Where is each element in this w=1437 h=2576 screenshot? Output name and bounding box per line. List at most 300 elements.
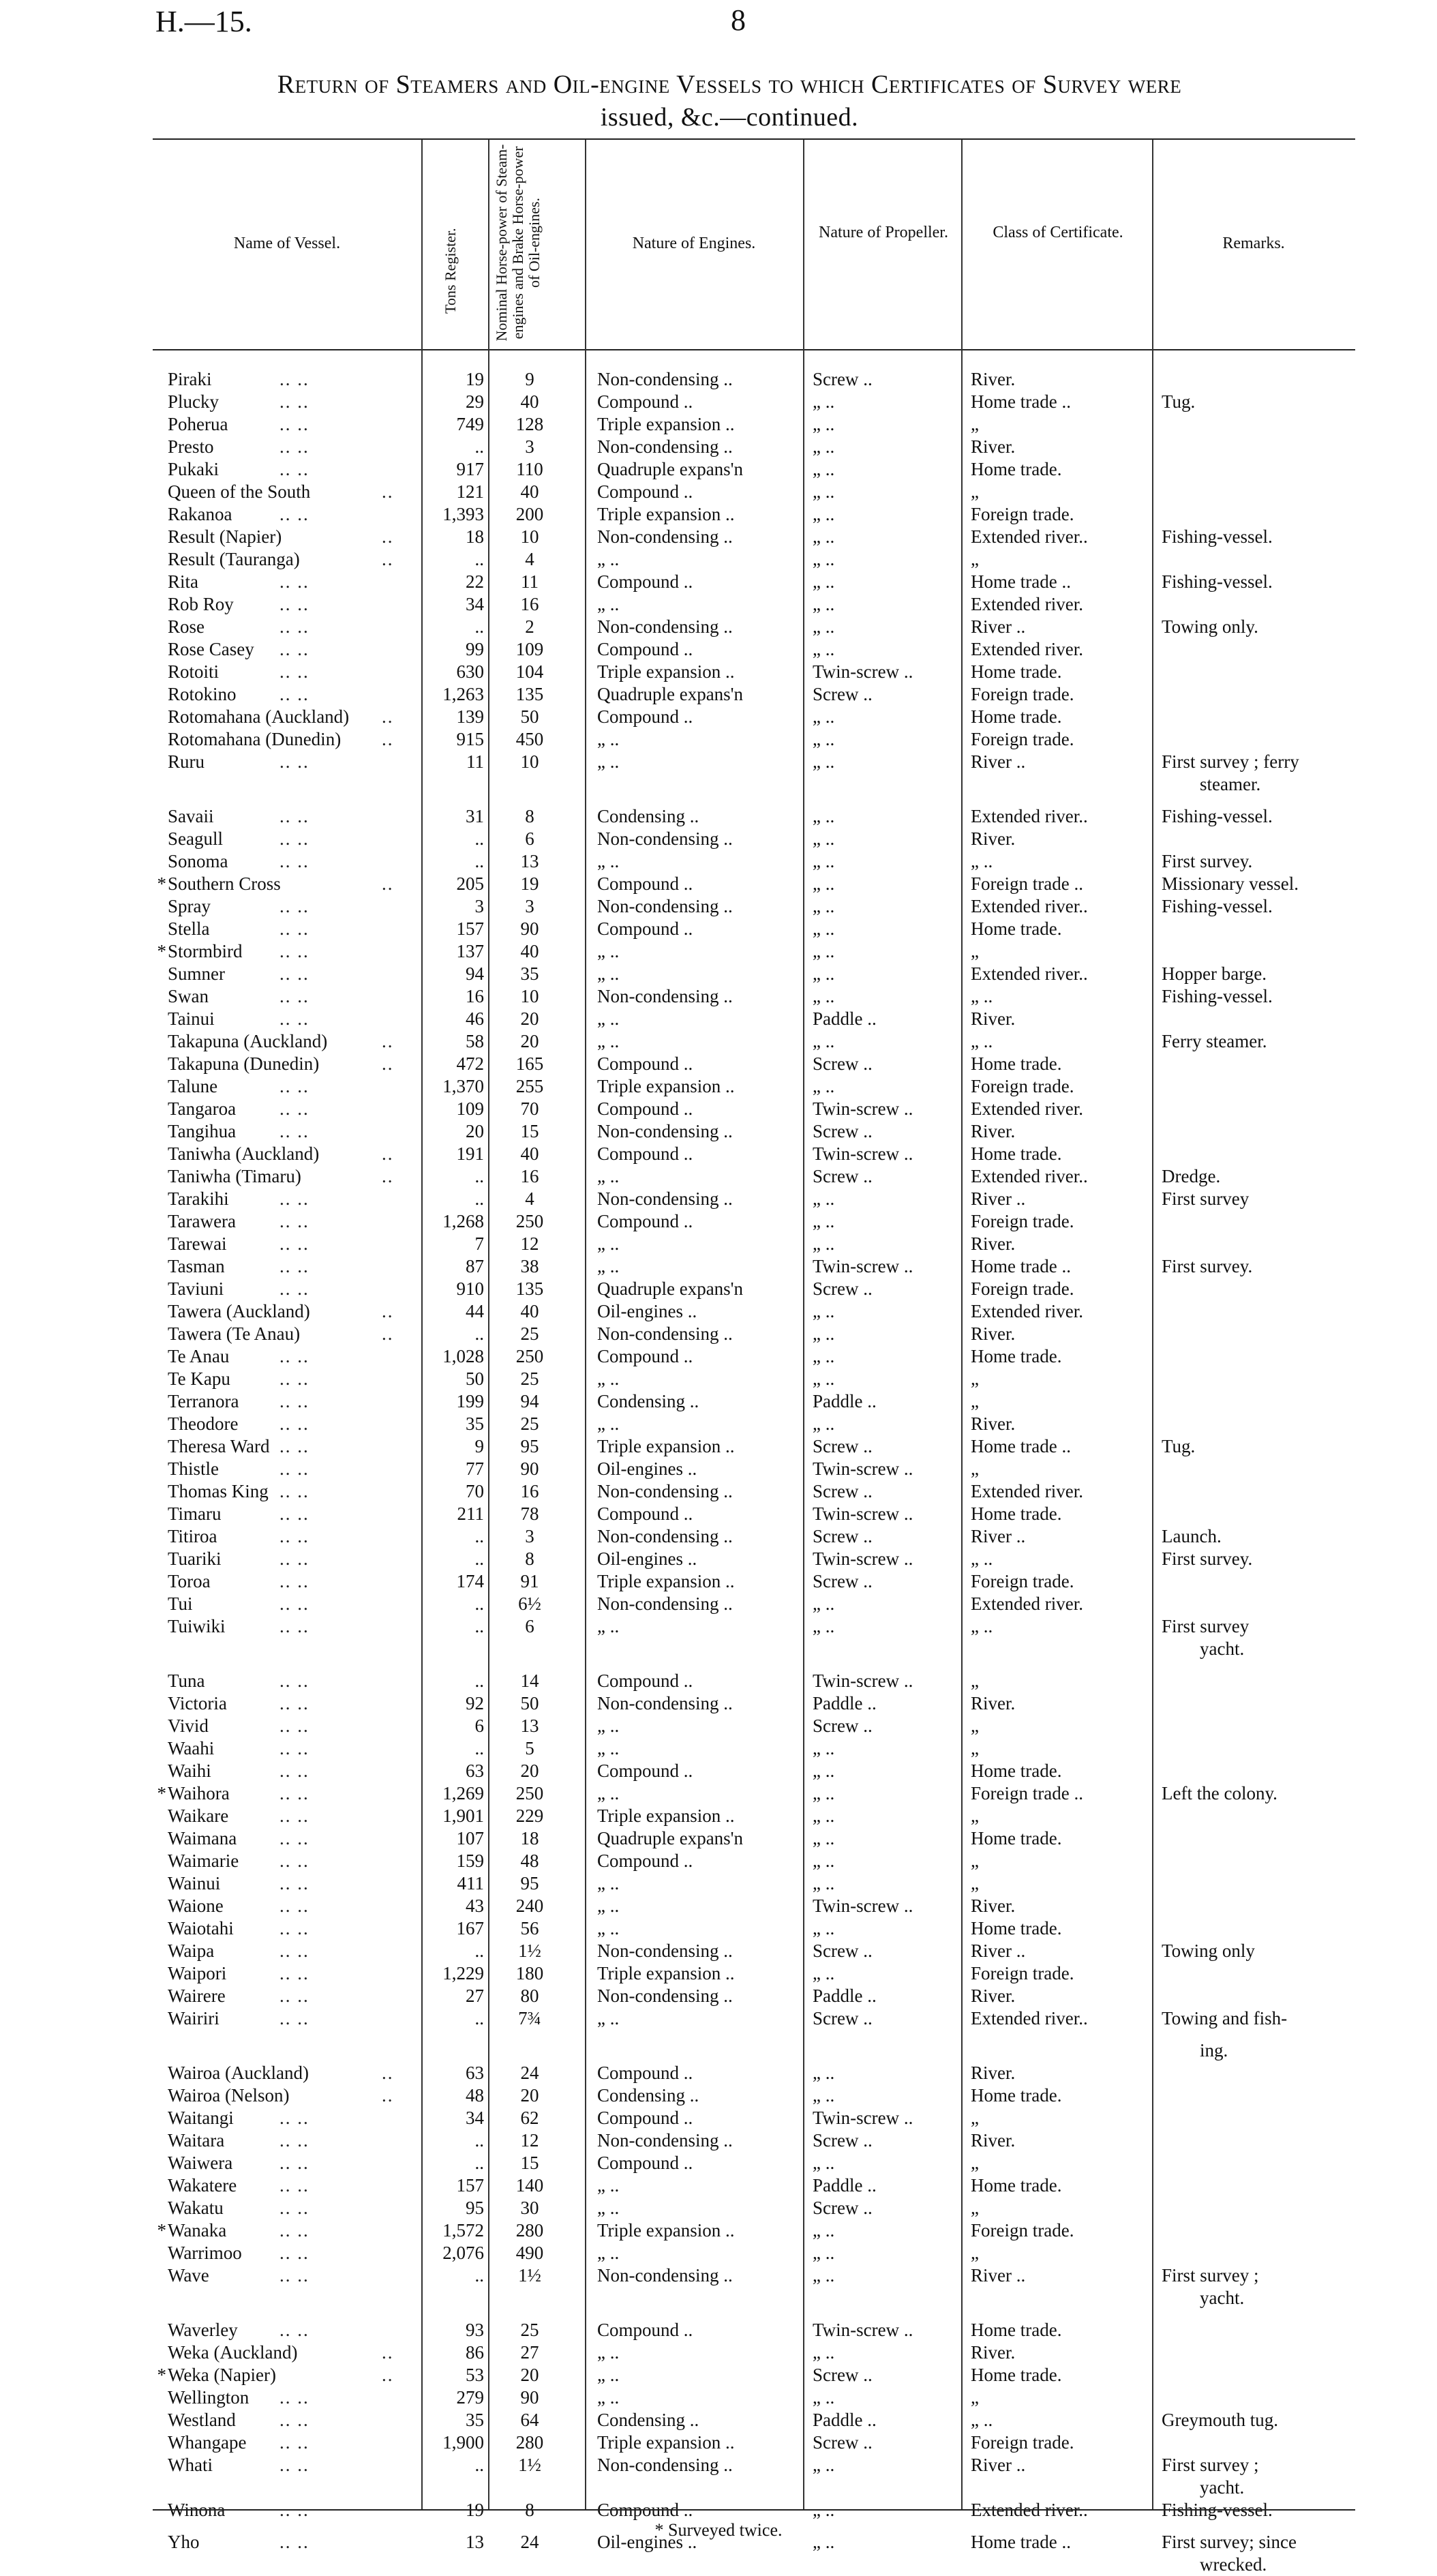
table-row — [0, 1075, 1437, 1098]
nature-of-propeller: „ .. — [813, 504, 835, 524]
vessel-name: Yho — [168, 2532, 200, 2552]
table-row — [0, 368, 1437, 391]
horse-power: 90 — [520, 918, 539, 939]
horse-power: 12 — [520, 1233, 539, 1254]
remarks: Hopper barge. — [1162, 963, 1267, 984]
tons-register: 191 — [456, 1143, 484, 1164]
table-row — [0, 2409, 1437, 2431]
table-row — [0, 1548, 1437, 1570]
nature-of-propeller: Screw .. — [813, 2365, 873, 2385]
header-rule — [153, 349, 1355, 350]
vessel-name: Wakatere — [168, 2175, 237, 2196]
tons-register: 205 — [456, 873, 484, 894]
horse-power: 40 — [520, 1301, 539, 1321]
horse-power: 3 — [525, 436, 534, 457]
nature-of-engines: Non-condensing .. — [597, 1986, 733, 2006]
table-row — [0, 1278, 1437, 1300]
class-of-certificate: Extended river. — [971, 1301, 1083, 1321]
leader-dots: .. .. — [279, 1941, 309, 1961]
nature-of-propeller: „ .. — [813, 1783, 835, 1803]
nature-of-propeller: Twin-screw .. — [813, 1256, 913, 1276]
nature-of-propeller: „ .. — [813, 459, 835, 479]
nature-of-engines: „ .. — [597, 1873, 620, 1893]
table-row — [0, 1917, 1437, 1940]
table-row — [0, 1345, 1437, 1368]
nature-of-propeller: Screw .. — [813, 2432, 873, 2453]
horse-power: 13 — [520, 851, 539, 871]
nature-of-engines: Quadruple expans'n — [597, 1278, 744, 1299]
horse-power: 8 — [525, 806, 534, 826]
class-of-certificate: Foreign trade. — [971, 1211, 1074, 1231]
col-header-remarks: Remarks. — [1222, 235, 1285, 252]
nature-of-propeller: Twin-screw .. — [813, 1671, 913, 1691]
nature-of-propeller: „ .. — [813, 1346, 835, 1366]
top-rule — [153, 138, 1355, 140]
leader-dots: .. .. — [279, 1918, 309, 1938]
nature-of-engines: Oil-engines .. — [597, 1548, 697, 1569]
leader-dots: .. .. — [279, 1548, 309, 1569]
tons-register: 43 — [466, 1896, 484, 1916]
vessel-name: Waitara — [168, 2130, 225, 2151]
class-of-certificate: River .. — [971, 1188, 1026, 1209]
class-of-certificate: Foreign trade. — [971, 684, 1074, 704]
nature-of-engines: Non-condensing .. — [597, 1121, 733, 1141]
class-of-certificate: Home trade. — [971, 1918, 1062, 1938]
class-of-certificate: „ — [971, 2108, 979, 2128]
tons-register: 86 — [466, 2342, 484, 2363]
leader-dots: .. .. — [279, 1783, 309, 1803]
nature-of-engines: Compound .. — [597, 918, 693, 939]
tons-register: 411 — [457, 1873, 484, 1893]
vessel-name: Poherua — [168, 414, 228, 434]
tons-register: 34 — [466, 2108, 484, 2128]
horse-power: 10 — [520, 751, 539, 772]
table-row — [0, 638, 1437, 661]
horse-power: 109 — [515, 639, 544, 659]
table-row — [0, 2364, 1437, 2386]
tons-register: .. — [474, 2130, 484, 2151]
nature-of-engines: Compound .. — [597, 706, 693, 727]
table-row — [0, 2264, 1437, 2287]
class-of-certificate: „ — [971, 1391, 979, 1411]
nature-of-propeller: Twin-screw .. — [813, 1098, 913, 1119]
tons-register: 92 — [466, 1693, 484, 1713]
nature-of-propeller: Screw .. — [813, 1941, 873, 1961]
table-row — [0, 2319, 1437, 2341]
horse-power: 13 — [520, 1716, 539, 1736]
class-of-certificate: Home trade. — [971, 1761, 1062, 1781]
tons-register: 121 — [456, 481, 484, 502]
horse-power: 450 — [515, 729, 544, 749]
leader-dots: .. .. — [279, 851, 309, 871]
remarks: ing. — [1200, 2040, 1228, 2061]
vessel-name: Tarakihi — [168, 1188, 229, 1209]
nature-of-propeller: „ .. — [813, 2532, 835, 2552]
class-of-certificate: Home trade .. — [971, 571, 1071, 592]
horse-power: 250 — [515, 1783, 544, 1803]
vessel-surveyed-twice-mark: * — [157, 873, 166, 894]
nature-of-propeller: „ .. — [813, 526, 835, 547]
vessel-name: Wairoa (Auckland) — [168, 2063, 309, 2083]
vessel-name: Te Kapu — [168, 1368, 230, 1389]
class-of-certificate: River. — [971, 1986, 1016, 2006]
tons-register: 19 — [466, 2500, 484, 2520]
nature-of-propeller: Paddle .. — [813, 2175, 877, 2196]
leader-dots: .. .. — [279, 2320, 309, 2340]
table-row — [0, 1962, 1437, 1985]
leader-dots: .. .. — [279, 1481, 309, 1501]
nature-of-propeller: Paddle .. — [813, 1391, 877, 1411]
tons-register: 910 — [456, 1278, 484, 1299]
class-of-certificate: Extended river.. — [971, 963, 1088, 984]
tons-register: .. — [474, 1671, 484, 1691]
class-of-certificate: Home trade. — [971, 1503, 1062, 1524]
vessel-surveyed-twice-mark: * — [157, 2365, 166, 2385]
vessel-name: Tawera (Auckland) — [168, 1301, 310, 1321]
vessel-name: Talune — [168, 1076, 218, 1096]
class-of-certificate: Home trade. — [971, 1053, 1062, 1074]
vessel-name: Whangape — [168, 2432, 247, 2453]
vessel-name: Wakatu — [168, 2198, 224, 2218]
horse-power: 280 — [515, 2432, 544, 2453]
leader-dots: .. .. — [279, 504, 309, 524]
horse-power: 24 — [520, 2063, 539, 2083]
nature-of-propeller: Twin-screw .. — [813, 1458, 913, 1479]
table-row — [0, 1120, 1437, 1143]
nature-of-engines: „ .. — [597, 1233, 620, 1254]
vessel-name: Plucky — [168, 391, 220, 412]
leader-dots: .. — [382, 2342, 394, 2363]
table-row — [0, 1782, 1437, 1805]
table-row — [0, 1670, 1437, 1692]
table-row — [0, 940, 1437, 963]
vessel-name: Waione — [168, 1896, 224, 1916]
remarks: Launch. — [1162, 1526, 1222, 1546]
nature-of-propeller: „ .. — [813, 729, 835, 749]
vessel-name: Sonoma — [168, 851, 228, 871]
nature-of-engines: „ .. — [597, 751, 620, 772]
leader-dots: .. .. — [279, 918, 309, 939]
tons-register: .. — [474, 2455, 484, 2475]
nature-of-propeller: Twin-screw .. — [813, 1896, 913, 1916]
tons-register: 46 — [466, 1008, 484, 1029]
leader-dots: .. — [382, 1143, 394, 1164]
nature-of-propeller: „ .. — [813, 414, 835, 434]
table-row — [0, 413, 1437, 436]
nature-of-propeller: Screw .. — [813, 369, 873, 389]
class-of-certificate: River. — [971, 369, 1016, 389]
tons-register: 109 — [456, 1098, 484, 1119]
leader-dots: .. .. — [279, 2175, 309, 2196]
tons-register: 18 — [466, 526, 484, 547]
nature-of-engines: Compound .. — [597, 2108, 693, 2128]
class-of-certificate: Home trade .. — [971, 2532, 1071, 2552]
leader-dots: .. .. — [279, 1121, 309, 1141]
table-row — [0, 2107, 1437, 2129]
horse-power: 94 — [520, 1391, 539, 1411]
nature-of-engines: „ .. — [597, 851, 620, 871]
nature-of-engines: „ .. — [597, 729, 620, 749]
vessel-name: Waipa — [168, 1941, 215, 1961]
tons-register: 1,229 — [442, 1963, 484, 1983]
vessel-name: Savaii — [168, 806, 214, 826]
class-of-certificate: Extended river. — [971, 1098, 1083, 1119]
class-of-certificate: Home trade .. — [971, 1256, 1071, 1276]
nature-of-propeller: „ .. — [813, 1188, 835, 1209]
table-row — [0, 1098, 1437, 1120]
remarks: Fishing-vessel. — [1162, 526, 1273, 547]
leader-dots: .. .. — [279, 1278, 309, 1299]
table-row — [0, 548, 1437, 571]
nature-of-engines: Compound .. — [597, 639, 693, 659]
nature-of-engines: „ .. — [597, 1783, 620, 1803]
tons-register: 915 — [456, 729, 484, 749]
tons-register: 107 — [456, 1828, 484, 1848]
nature-of-propeller: „ .. — [813, 436, 835, 457]
horse-power: 9 — [525, 369, 534, 389]
tons-register: 99 — [466, 639, 484, 659]
nature-of-engines: Non-condensing .. — [597, 2265, 733, 2286]
tons-register: 29 — [466, 391, 484, 412]
vessel-name: Spray — [168, 896, 211, 916]
class-of-certificate: „ — [971, 2387, 979, 2408]
vessel-name: Result (Napier) — [168, 526, 282, 547]
nature-of-engines: Oil-engines .. — [597, 1301, 697, 1321]
tons-register: 1,900 — [442, 2432, 484, 2453]
nature-of-engines: „ .. — [597, 963, 620, 984]
nature-of-propeller: Screw .. — [813, 1526, 873, 1546]
vessel-name: Waikare — [168, 1806, 229, 1826]
leader-dots: .. .. — [279, 639, 309, 659]
nature-of-propeller: „ .. — [813, 2085, 835, 2106]
class-of-certificate: „ — [971, 1873, 979, 1893]
nature-of-propeller: „ .. — [813, 896, 835, 916]
leader-dots: .. — [382, 1323, 394, 1344]
vessel-name: Wave — [168, 2265, 209, 2286]
class-of-certificate: Extended river.. — [971, 1166, 1088, 1186]
nature-of-propeller: Paddle .. — [813, 2410, 877, 2430]
nature-of-propeller: „ .. — [813, 481, 835, 502]
table-row — [0, 1413, 1437, 1435]
vessel-name: Result (Tauranga) — [168, 549, 300, 569]
table-row — [0, 1188, 1437, 1210]
class-of-certificate: „ — [971, 1671, 979, 1691]
tons-register: 1,901 — [442, 1806, 484, 1826]
nature-of-propeller: „ .. — [813, 1031, 835, 1051]
nature-of-propeller: „ .. — [813, 873, 835, 894]
vessel-name: Stormbird — [168, 941, 243, 961]
class-of-certificate: „ .. — [971, 1031, 993, 1051]
tons-register: 7 — [474, 1233, 484, 1254]
table-row — [0, 458, 1437, 481]
nature-of-propeller: Twin-screw .. — [813, 2320, 913, 2340]
leader-dots: .. .. — [279, 2243, 309, 2263]
nature-of-engines: „ .. — [597, 2243, 620, 2263]
horse-power: 95 — [520, 1436, 539, 1456]
vessel-name: Waipori — [168, 1963, 227, 1983]
leader-dots: .. — [382, 2085, 394, 2106]
vessel-name: Rose — [168, 616, 205, 637]
table-row — [0, 2476, 1437, 2499]
nature-of-engines: „ .. — [597, 2365, 620, 2385]
leader-dots: .. .. — [279, 1413, 309, 1434]
tons-register: 3 — [474, 896, 484, 916]
tons-register: 70 — [466, 1481, 484, 1501]
class-of-certificate: Extended river.. — [971, 896, 1088, 916]
nature-of-engines: „ .. — [597, 2198, 620, 2218]
class-of-certificate: „ — [971, 414, 979, 434]
leader-dots: .. .. — [279, 459, 309, 479]
horse-power: 30 — [520, 2198, 539, 2218]
nature-of-engines: „ .. — [597, 1896, 620, 1916]
nature-of-propeller: Paddle .. — [813, 1986, 877, 2006]
class-of-certificate: Home trade. — [971, 706, 1062, 727]
leader-dots: .. .. — [279, 1458, 309, 1479]
table-row — [0, 963, 1437, 985]
nature-of-engines: „ .. — [597, 2008, 620, 2028]
table-row — [0, 503, 1437, 526]
vessel-name: Takapuna (Dunedin) — [168, 1053, 320, 1074]
class-of-certificate: „ — [971, 2198, 979, 2218]
vessel-name: Thomas King — [168, 1481, 269, 1501]
leader-dots: .. — [382, 706, 394, 727]
vessel-name: Waimana — [168, 1828, 237, 1848]
class-of-certificate: River. — [971, 1323, 1016, 1344]
nature-of-engines: Compound .. — [597, 391, 693, 412]
remarks: yacht. — [1200, 2477, 1245, 2498]
leader-dots: .. .. — [279, 828, 309, 849]
horse-power: 20 — [520, 1761, 539, 1781]
nature-of-engines: „ .. — [597, 1738, 620, 1758]
horse-power: 12 — [520, 2130, 539, 2151]
remarks: Towing only — [1162, 1941, 1255, 1961]
tons-register: 137 — [456, 941, 484, 961]
vessel-name: Wainui — [168, 1873, 221, 1893]
tons-register: .. — [474, 1593, 484, 1614]
tons-register: 77 — [466, 1458, 484, 1479]
vessel-name: Rob Roy — [168, 594, 234, 614]
class-of-certificate: River. — [971, 2130, 1016, 2151]
class-of-certificate: „ — [971, 1368, 979, 1389]
nature-of-engines: Compound .. — [597, 1143, 693, 1164]
nature-of-engines: „ .. — [597, 2387, 620, 2408]
nature-of-propeller: „ .. — [813, 1851, 835, 1871]
nature-of-propeller: „ .. — [813, 2342, 835, 2363]
vessel-name: Timaru — [168, 1503, 222, 1524]
table-row — [0, 1715, 1437, 1737]
horse-power: 1½ — [518, 2265, 541, 2286]
table-row — [0, 2152, 1437, 2174]
class-of-certificate: Foreign trade. — [971, 504, 1074, 524]
class-of-certificate: „ .. — [971, 1616, 993, 1636]
horse-power: 280 — [515, 2220, 544, 2241]
tons-register: 6 — [474, 1716, 484, 1736]
class-of-certificate: Foreign trade. — [971, 729, 1074, 749]
leader-dots: .. — [382, 526, 394, 547]
vessel-name: Tuiwiki — [168, 1616, 226, 1636]
nature-of-propeller: Twin-screw .. — [813, 1503, 913, 1524]
nature-of-propeller: „ .. — [813, 616, 835, 637]
leader-dots: .. .. — [279, 2220, 309, 2241]
horse-power: 1½ — [518, 1941, 541, 1961]
leader-dots: .. .. — [279, 1526, 309, 1546]
vessel-name: Winona — [168, 2500, 226, 2520]
vessel-name: Tangihua — [168, 1121, 237, 1141]
leader-dots: .. .. — [279, 684, 309, 704]
table-row — [0, 918, 1437, 940]
nature-of-engines: Quadruple expans'n — [597, 1828, 744, 1848]
nature-of-propeller: „ .. — [813, 1761, 835, 1781]
tons-register: .. — [474, 828, 484, 849]
remarks: First survey; since — [1162, 2532, 1297, 2552]
class-of-certificate: River .. — [971, 751, 1026, 772]
nature-of-engines: Compound .. — [597, 2320, 693, 2340]
nature-of-propeller: „ .. — [813, 1616, 835, 1636]
table-row — [0, 1323, 1437, 1345]
remarks: First survey. — [1162, 1256, 1253, 1276]
nature-of-propeller: Screw .. — [813, 1278, 873, 1299]
class-of-certificate: River. — [971, 436, 1016, 457]
leader-dots: .. .. — [279, 594, 309, 614]
tons-register: 1,028 — [442, 1346, 484, 1366]
table-row — [0, 1895, 1437, 1917]
leader-dots: .. .. — [279, 571, 309, 592]
vessel-name: Whati — [168, 2455, 213, 2475]
leader-dots: .. .. — [279, 1761, 309, 1781]
leader-dots: .. — [382, 1301, 394, 1321]
nature-of-engines: Non-condensing .. — [597, 2455, 733, 2475]
table-row — [0, 2084, 1437, 2107]
horse-power: 64 — [520, 2410, 539, 2430]
report-code: H.—15. — [155, 5, 252, 38]
class-of-certificate: River. — [971, 1693, 1016, 1713]
class-of-certificate: „ — [971, 1458, 979, 1479]
vessel-name: Tarewai — [168, 1233, 227, 1254]
horse-power: 15 — [520, 2153, 539, 2173]
remarks: Missionary vessel. — [1162, 873, 1299, 894]
remarks: Tug. — [1162, 391, 1196, 412]
nature-of-engines: Non-condensing .. — [597, 526, 733, 547]
class-of-certificate: River. — [971, 2342, 1016, 2363]
horse-power: 6 — [525, 828, 534, 849]
vessel-name: Tuariki — [168, 1548, 222, 1569]
class-of-certificate: Home trade. — [971, 2175, 1062, 2196]
nature-of-engines: „ .. — [597, 1166, 620, 1186]
table-row — [0, 2386, 1437, 2409]
remarks: Tug. — [1162, 1436, 1196, 1456]
nature-of-engines: Condensing .. — [597, 2085, 699, 2106]
vessel-name: Swan — [168, 986, 209, 1006]
tons-register: 35 — [466, 1413, 484, 1434]
nature-of-engines: Compound .. — [597, 481, 693, 502]
horse-power: 250 — [515, 1211, 544, 1231]
nature-of-engines: Compound .. — [597, 1761, 693, 1781]
horse-power: 40 — [520, 391, 539, 412]
table-row — [0, 1458, 1437, 1480]
nature-of-engines: Condensing .. — [597, 1391, 699, 1411]
leader-dots: .. .. — [279, 1986, 309, 2006]
vessel-name: Taniwha (Auckland) — [168, 1143, 320, 1164]
tons-register: 53 — [466, 2365, 484, 2385]
vessel-name: Waahi — [168, 1738, 215, 1758]
table-row — [0, 1165, 1437, 1188]
remarks: Fishing-vessel. — [1162, 896, 1273, 916]
nature-of-engines: Triple expansion .. — [597, 1436, 735, 1456]
class-of-certificate: Extended river. — [971, 1593, 1083, 1614]
class-of-certificate: „ — [971, 1806, 979, 1826]
title-line-1: Return of Steamers and Oil-engine Vessels to which Certificates of Survey were — [277, 70, 1182, 99]
tons-register: 27 — [466, 1986, 484, 2006]
